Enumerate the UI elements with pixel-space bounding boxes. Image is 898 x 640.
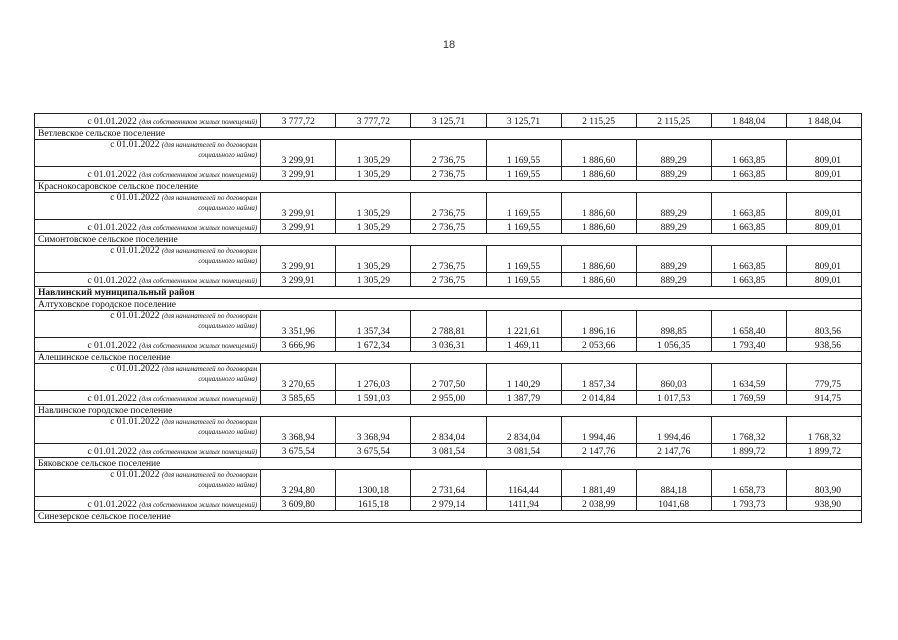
row-label-note: (для собственников жилых помещений)	[139, 448, 258, 456]
tariff-value: 3 299,91	[261, 140, 336, 167]
tariff-value: 3 299,91	[261, 167, 336, 181]
row-label	[35, 193, 261, 220]
tariff-value: 889,29	[636, 220, 711, 234]
tariff-value: 2 736,75	[411, 246, 486, 273]
tariff-value: 1 881,49	[561, 470, 636, 497]
tariff-value: 1 768,32	[711, 417, 786, 444]
settlement-name: Бяковское сельское поселение	[35, 458, 862, 470]
tariff-value: 3 299,91	[261, 246, 336, 273]
tariff-value: 3 351,96	[261, 311, 336, 338]
tariff-row-tenants	[35, 364, 862, 391]
row-label-date: с 01.01.2022	[87, 223, 137, 233]
district-name: Навлинский муниципальный район	[35, 287, 862, 299]
tariff-value: 803,90	[786, 470, 861, 497]
tariff-value: 884,18	[636, 470, 711, 497]
tariff-value: 1 994,46	[636, 417, 711, 444]
row-label	[35, 311, 261, 338]
tariff-row-owners	[35, 220, 862, 234]
tariff-value: 1 663,85	[711, 193, 786, 220]
row-label-date: с 01.01.2022	[87, 117, 137, 127]
tariff-value: 898,85	[636, 311, 711, 338]
tariff-value: 1 305,29	[336, 193, 411, 220]
row-label-date: с 01.01.2022	[87, 447, 137, 457]
tariff-value: 1 899,72	[711, 444, 786, 458]
tariff-row-owners	[35, 167, 862, 181]
tariff-value: 2 147,76	[636, 444, 711, 458]
tariff-value: 1 169,55	[486, 246, 561, 273]
row-label-note-line2: социального найма)	[198, 375, 258, 383]
district-header-row	[35, 287, 862, 299]
tariff-value: 938,56	[786, 338, 861, 352]
tariff-value: 1 672,34	[336, 338, 411, 352]
tariff-value: 1 305,29	[336, 273, 411, 287]
tariff-value: 889,29	[636, 167, 711, 181]
tariff-row-tenants	[35, 417, 862, 444]
tariff-value: 2 736,75	[411, 167, 486, 181]
row-label	[35, 470, 261, 497]
row-label-note: (для нанимателей по договорам	[161, 365, 258, 373]
row-label-note-line2: социального найма)	[198, 204, 258, 212]
tariff-value: 1 140,29	[486, 364, 561, 391]
row-label-note: (для нанимателей по договорам	[161, 418, 258, 426]
row-label-note: (для собственников жилых помещений)	[139, 224, 258, 232]
tariff-value: 2 834,04	[486, 417, 561, 444]
tariff-value: 3 125,71	[411, 114, 486, 128]
row-label-note: (для нанимателей по договорам	[161, 141, 258, 149]
tariff-value: 1 305,29	[336, 140, 411, 167]
tariff-value: 889,29	[636, 246, 711, 273]
tariff-value: 2 014,84	[561, 391, 636, 405]
tariff-value: 3 299,91	[261, 193, 336, 220]
settlement-header-row	[35, 405, 862, 417]
row-label-line1	[38, 193, 257, 203]
settlement-header-row	[35, 299, 862, 311]
tariff-value: 803,56	[786, 311, 861, 338]
row-label-note-line2: социального найма)	[198, 481, 258, 489]
row-label-line1	[38, 470, 257, 480]
tariff-value: 2 955,00	[411, 391, 486, 405]
tariff-value: 3 666,96	[261, 338, 336, 352]
row-label-line1	[38, 140, 257, 150]
tariff-value: 1 768,32	[786, 417, 861, 444]
tariff-value: 1 769,59	[711, 391, 786, 405]
row-label	[35, 417, 261, 444]
tariff-value: 3 299,91	[261, 220, 336, 234]
tariff-value: 3 036,31	[411, 338, 486, 352]
tariff-row-owners	[35, 444, 862, 458]
row-label	[35, 140, 261, 167]
tariff-value: 1 857,34	[561, 364, 636, 391]
tariff-value: 914,75	[786, 391, 861, 405]
row-label-line1	[38, 417, 257, 427]
tariff-value: 3 368,94	[336, 417, 411, 444]
tariff-row-owners	[35, 338, 862, 352]
tariff-value: 809,01	[786, 167, 861, 181]
tariff-value: 1 658,73	[711, 470, 786, 497]
tariff-value: 1 886,60	[561, 220, 636, 234]
tariff-value: 860,03	[636, 364, 711, 391]
settlement-header-row	[35, 511, 862, 523]
row-label-date: с 01.01.2022	[110, 417, 160, 427]
tariff-table	[34, 113, 862, 523]
row-label-line1	[38, 311, 257, 321]
tariff-value: 1 848,04	[786, 114, 861, 128]
tariff-row-owners	[35, 497, 862, 511]
tariff-row-tenants	[35, 311, 862, 338]
row-label	[35, 364, 261, 391]
tariff-value: 1 793,73	[711, 497, 786, 511]
row-label-note: (для собственников жилых помещений)	[139, 395, 258, 403]
settlement-name: Алешинское сельское поселение	[35, 352, 862, 364]
tariff-value: 779,75	[786, 364, 861, 391]
row-label-note-line2: социального найма)	[198, 257, 258, 265]
tariff-value: 1 663,85	[711, 140, 786, 167]
row-label	[35, 497, 261, 511]
row-label-date: с 01.01.2022	[87, 500, 137, 510]
row-label-date: с 01.01.2022	[110, 246, 160, 256]
tariff-value: 1 663,85	[711, 220, 786, 234]
row-label	[35, 114, 261, 128]
row-label	[35, 167, 261, 181]
row-label-date: с 01.01.2022	[87, 341, 137, 351]
tariff-value: 1 848,04	[711, 114, 786, 128]
tariff-value: 3 675,54	[261, 444, 336, 458]
row-label	[35, 338, 261, 352]
settlement-name: Ветлевское сельское поселение	[35, 128, 862, 140]
row-label-date: с 01.01.2022	[87, 170, 137, 180]
tariff-row-tenants	[35, 470, 862, 497]
tariff-value: 1 634,59	[711, 364, 786, 391]
tariff-value: 809,01	[786, 193, 861, 220]
settlement-name: Краснокосаровское сельское поселение	[35, 181, 862, 193]
row-label-date: с 01.01.2022	[110, 140, 160, 150]
tariff-value: 1 886,60	[561, 273, 636, 287]
settlement-header-row	[35, 181, 862, 193]
tariff-value: 1 276,03	[336, 364, 411, 391]
settlement-name: Симонтовское сельское поселение	[35, 234, 862, 246]
row-label-date: с 01.01.2022	[110, 364, 160, 374]
settlement-header-row	[35, 458, 862, 470]
row-label-note: (для нанимателей по договорам	[161, 247, 258, 255]
settlement-name: Навлинское городское поселение	[35, 405, 862, 417]
tariff-value: 2 736,75	[411, 140, 486, 167]
tariff-value: 1 886,60	[561, 193, 636, 220]
tariff-value: 1 793,40	[711, 338, 786, 352]
tariff-value: 889,29	[636, 140, 711, 167]
row-label-date: с 01.01.2022	[87, 394, 137, 404]
row-label-date: с 01.01.2022	[87, 276, 137, 286]
tariff-value: 1 663,85	[711, 167, 786, 181]
tariff-value: 3 081,54	[486, 444, 561, 458]
row-label-note: (для собственников жилых помещений)	[139, 118, 258, 126]
tariff-value: 889,29	[636, 193, 711, 220]
tariff-value: 1615,18	[336, 497, 411, 511]
tariff-value: 1 387,79	[486, 391, 561, 405]
tariff-value: 1 169,55	[486, 140, 561, 167]
tariff-value: 3 585,65	[261, 391, 336, 405]
page-number: 18	[442, 39, 456, 51]
tariff-value: 1 169,55	[486, 167, 561, 181]
tariff-value: 1 305,29	[336, 220, 411, 234]
tariff-value: 3 081,54	[411, 444, 486, 458]
tariff-value: 2 115,25	[636, 114, 711, 128]
tariff-value: 2 736,75	[411, 193, 486, 220]
tariff-value: 1 663,85	[711, 246, 786, 273]
settlement-header-row	[35, 128, 862, 140]
tariff-value: 2 731,64	[411, 470, 486, 497]
tariff-value: 1 886,60	[561, 246, 636, 273]
tariff-value: 1411,94	[486, 497, 561, 511]
tariff-value: 3 609,80	[261, 497, 336, 511]
tariff-value: 2 707,50	[411, 364, 486, 391]
row-label-note: (для нанимателей по договорам	[161, 312, 258, 320]
row-label-note: (для собственников жилых помещений)	[139, 501, 258, 509]
tariff-value: 1 469,11	[486, 338, 561, 352]
row-label-note: (для собственников жилых помещений)	[139, 342, 258, 350]
tariff-value: 2 834,04	[411, 417, 486, 444]
tariff-row-owners	[35, 273, 862, 287]
tariff-value: 3 125,71	[486, 114, 561, 128]
row-label-note: (для собственников жилых помещений)	[139, 277, 258, 285]
tariff-value: 1 994,46	[561, 417, 636, 444]
tariff-value: 1 221,61	[486, 311, 561, 338]
tariff-value: 809,01	[786, 273, 861, 287]
tariff-value: 1 169,55	[486, 220, 561, 234]
settlement-name: Алтуховское городское поселение	[35, 299, 862, 311]
tariff-value: 889,29	[636, 273, 711, 287]
tariff-value: 1 305,29	[336, 167, 411, 181]
tariff-value: 1 663,85	[711, 273, 786, 287]
tariff-value: 3 294,80	[261, 470, 336, 497]
tariff-value: 1 305,29	[336, 246, 411, 273]
row-label	[35, 246, 261, 273]
row-label-line1	[38, 364, 257, 374]
tariff-value: 2 053,66	[561, 338, 636, 352]
row-label-date: с 01.01.2022	[110, 311, 160, 321]
row-label-date: с 01.01.2022	[110, 470, 160, 480]
tariff-value: 2 736,75	[411, 220, 486, 234]
tariff-value: 809,01	[786, 220, 861, 234]
row-label-note-line2: социального найма)	[198, 428, 258, 436]
row-label	[35, 444, 261, 458]
tariff-row-tenants	[35, 246, 862, 273]
tariff-value: 3 777,72	[336, 114, 411, 128]
tariff-value: 3 270,65	[261, 364, 336, 391]
tariff-value: 2 147,76	[561, 444, 636, 458]
tariff-table-body	[35, 114, 862, 523]
tariff-value: 1 169,55	[486, 193, 561, 220]
tariff-row-tenants	[35, 140, 862, 167]
tariff-value: 3 675,54	[336, 444, 411, 458]
tariff-value: 938,90	[786, 497, 861, 511]
row-label-date: с 01.01.2022	[110, 193, 160, 203]
row-label-note: (для нанимателей по договорам	[161, 471, 258, 479]
row-label	[35, 391, 261, 405]
tariff-value: 2 788,81	[411, 311, 486, 338]
tariff-value: 3 299,91	[261, 273, 336, 287]
tariff-value: 1 357,34	[336, 311, 411, 338]
tariff-value: 1 899,72	[786, 444, 861, 458]
row-label-note: (для нанимателей по договорам	[161, 194, 258, 202]
tariff-value: 1 896,16	[561, 311, 636, 338]
row-label	[35, 220, 261, 234]
tariff-row-owners	[35, 391, 862, 405]
tariff-value: 1 886,60	[561, 140, 636, 167]
tariff-value: 809,01	[786, 246, 861, 273]
tariff-value: 2 115,25	[561, 114, 636, 128]
tariff-value: 1 658,40	[711, 311, 786, 338]
tariff-value: 2 736,75	[411, 273, 486, 287]
tariff-value: 1300,18	[336, 470, 411, 497]
settlement-header-row	[35, 352, 862, 364]
tariff-value: 1 017,53	[636, 391, 711, 405]
tariff-value: 1164,44	[486, 470, 561, 497]
tariff-value: 1 056,35	[636, 338, 711, 352]
row-label-note-line2: социального найма)	[198, 322, 258, 330]
tariff-row-owners	[35, 114, 862, 128]
tariff-value: 1 886,60	[561, 167, 636, 181]
row-label-line1	[38, 246, 257, 256]
settlement-header-row	[35, 234, 862, 246]
tariff-value: 2 979,14	[411, 497, 486, 511]
row-label	[35, 273, 261, 287]
tariff-value: 3 368,94	[261, 417, 336, 444]
tariff-value: 2 038,99	[561, 497, 636, 511]
tariff-row-tenants	[35, 193, 862, 220]
tariff-value: 1 591,03	[336, 391, 411, 405]
row-label-note-line2: социального найма)	[198, 151, 258, 159]
tariff-value: 3 777,72	[261, 114, 336, 128]
tariff-value: 1 169,55	[486, 273, 561, 287]
tariff-value: 1041,68	[636, 497, 711, 511]
settlement-name: Синезерское сельское поселение	[35, 511, 862, 523]
tariff-value: 809,01	[786, 140, 861, 167]
row-label-note: (для собственников жилых помещений)	[139, 171, 258, 179]
